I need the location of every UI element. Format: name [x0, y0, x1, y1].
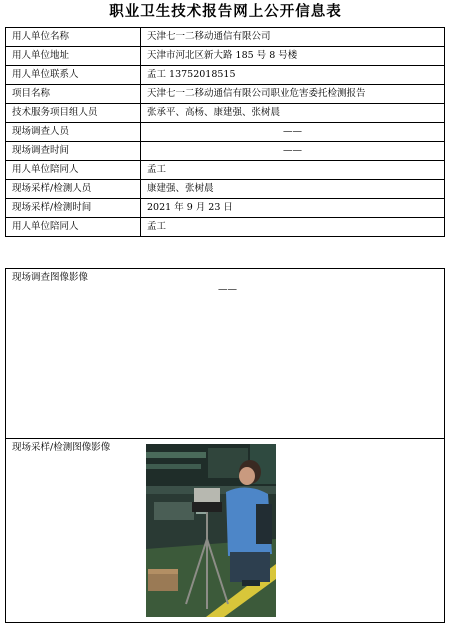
row-value: ——: [141, 123, 445, 142]
row-label: 用人单位地址: [6, 47, 141, 66]
row-label: 现场调查人员: [6, 123, 141, 142]
sampling-images-label: 现场采样/检测图像影像: [12, 442, 111, 453]
row-value: 张承平、高杨、康建强、张树晨: [141, 104, 445, 123]
row-value: 天津七一二移动通信有限公司: [141, 28, 445, 47]
row-label: 用人单位陪同人: [6, 161, 141, 180]
row-value: 孟工: [141, 218, 445, 237]
table-row: [6, 199, 445, 218]
row-label: 用人单位联系人: [6, 66, 141, 85]
row-value: 天津七一二移动通信有限公司职业危害委托检测报告: [141, 85, 445, 104]
sampling-photo: [146, 444, 276, 617]
row-label: 现场采样/检测时间: [6, 199, 141, 218]
table-row: [6, 104, 445, 123]
row-value: ——: [141, 142, 445, 161]
row-label: 用人单位名称: [6, 28, 141, 47]
row-value: 孟工 13752018515: [141, 66, 445, 85]
table-row: [6, 180, 445, 199]
table-row: [6, 66, 445, 85]
table-row: [6, 161, 445, 180]
row-value: 天津市河北区新大路 185 号 8 号楼: [141, 47, 445, 66]
survey-images-value: ——: [218, 284, 237, 295]
sampling-photo-illustration: [146, 444, 276, 617]
table-row: [6, 47, 445, 66]
row-label: 现场采样/检测人员: [6, 180, 141, 199]
row-value: 康建强、张树晨: [141, 180, 445, 199]
table-row: [6, 28, 445, 47]
table-row: [6, 85, 445, 104]
survey-images-section: [5, 268, 445, 439]
table-row: [6, 218, 445, 237]
row-label: 技术服务项目组人员: [6, 104, 141, 123]
table-row: [6, 123, 445, 142]
row-value: 孟工: [141, 161, 445, 180]
row-label: 现场调查时间: [6, 142, 141, 161]
table-row: [6, 142, 445, 161]
page-title: 职业卫生技术报告网上公开信息表: [109, 3, 342, 20]
sampling-images-section: [5, 438, 445, 623]
row-value: 2021 年 9 月 23 日: [141, 199, 445, 218]
info-table: [5, 27, 445, 237]
row-label: 用人单位陪同人: [6, 218, 141, 237]
row-label: 项目名称: [6, 85, 141, 104]
survey-images-label: 现场调查图像影像: [12, 272, 89, 283]
